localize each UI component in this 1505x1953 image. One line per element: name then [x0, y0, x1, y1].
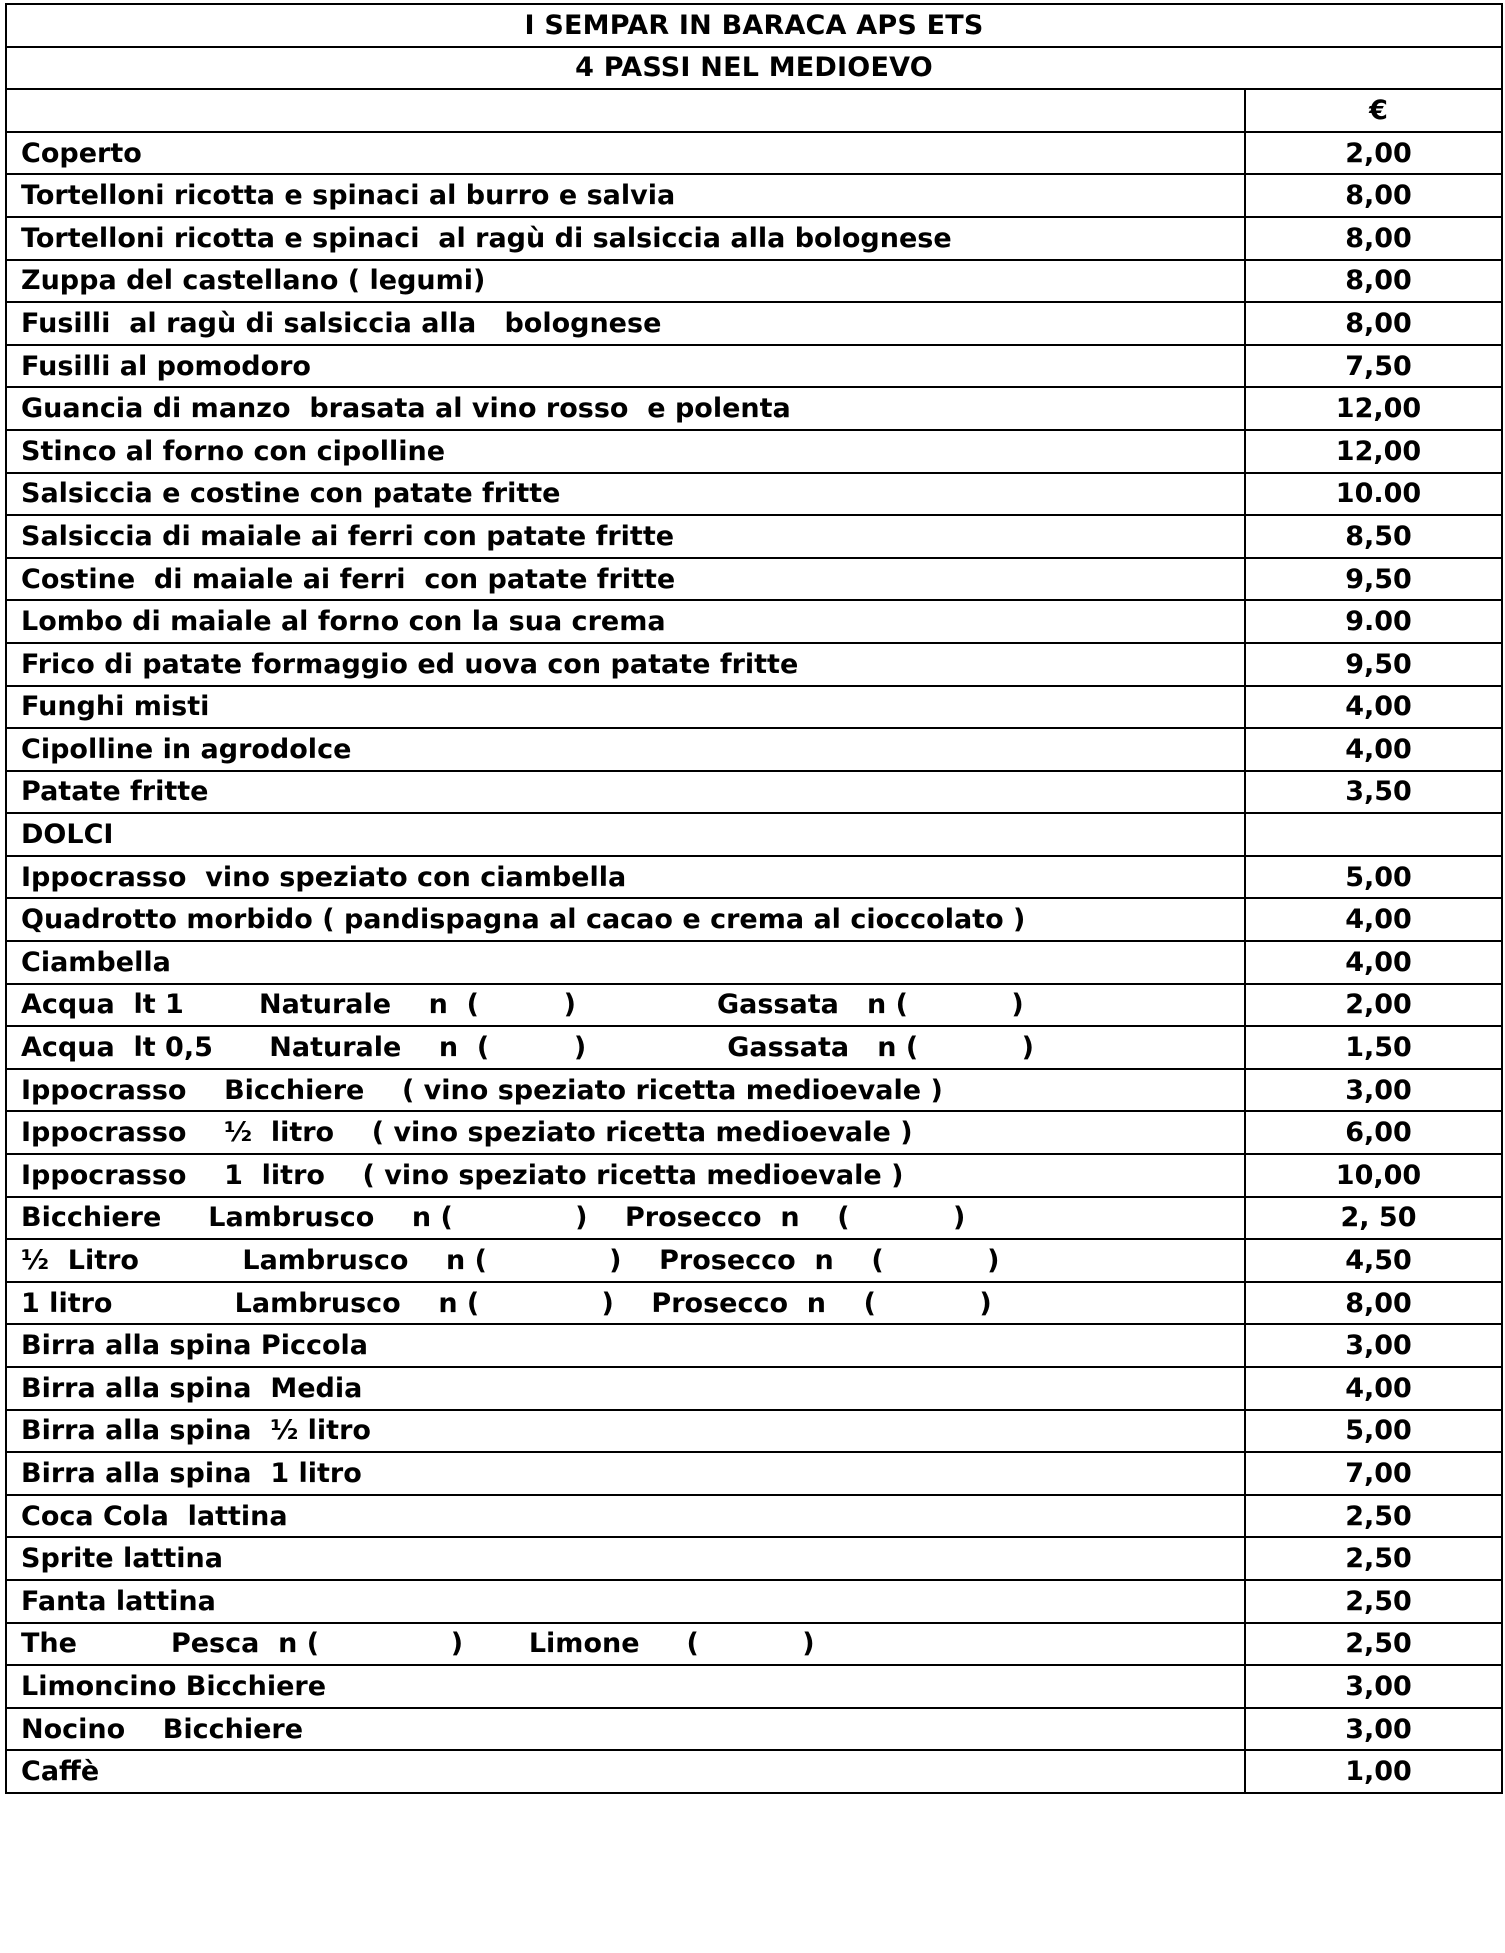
- menu-item-name: Quadrotto morbido ( pandispagna al cacao e crema al cioccolato ): [6, 898, 1245, 941]
- menu-row: [6, 1111, 1502, 1154]
- menu-item-name: Costine di maiale ai ferri con patate fritte: [6, 558, 1245, 601]
- menu-item-price: [1245, 813, 1502, 856]
- menu-item-price: 12,00: [1245, 430, 1502, 473]
- menu-item-name: Lombo di maiale al forno con la sua crema: [6, 600, 1245, 643]
- menu-item-name: Fusilli al ragù di salsiccia alla bolognese: [6, 302, 1245, 345]
- menu-item-name: Ippocrasso 1 litro ( vino speziato ricetta medioevale ): [6, 1154, 1245, 1197]
- title-row-1: [6, 4, 1502, 47]
- menu-row: [6, 941, 1502, 984]
- menu-row: [6, 1026, 1502, 1069]
- menu-item-name: Coca Cola lattina: [6, 1495, 1245, 1538]
- menu-item-price: 1,50: [1245, 1026, 1502, 1069]
- menu-item-name: 1 litro Lambrusco n ( ) Prosecco n ( ): [6, 1282, 1245, 1325]
- menu-row: [6, 898, 1502, 941]
- menu-item-name: Acqua lt 1 Naturale n ( ) Gassata n ( ): [6, 984, 1245, 1027]
- menu-row: [6, 643, 1502, 686]
- menu-row: [6, 1367, 1502, 1410]
- menu-item-name: Ciambella: [6, 941, 1245, 984]
- menu-item-price: 2,50: [1245, 1580, 1502, 1623]
- menu-item-price: 9,50: [1245, 558, 1502, 601]
- menu-item-name: Birra alla spina 1 litro: [6, 1452, 1245, 1495]
- menu-row: [6, 1154, 1502, 1197]
- menu-item-price: 8,50: [1245, 515, 1502, 558]
- menu-item-name: Caffè: [6, 1750, 1245, 1793]
- menu-row: [6, 813, 1502, 856]
- menu-item-price: 10,00: [1245, 1154, 1502, 1197]
- menu-row: [6, 1239, 1502, 1282]
- menu-item-name: Ippocrasso Bicchiere ( vino speziato ricetta medioevale ): [6, 1069, 1245, 1112]
- menu-item-price: 4,00: [1245, 728, 1502, 771]
- title-row-2: [6, 47, 1502, 90]
- menu-item-price: 5,00: [1245, 856, 1502, 899]
- menu-item-price: 12,00: [1245, 387, 1502, 430]
- menu-row: [6, 1580, 1502, 1623]
- menu-item-name: Stinco al forno con cipolline: [6, 430, 1245, 473]
- menu-row: [6, 600, 1502, 643]
- menu-item-price: 6,00: [1245, 1111, 1502, 1154]
- menu-item-name: Salsiccia di maiale ai ferri con patate fritte: [6, 515, 1245, 558]
- menu-item-name: Birra alla spina Media: [6, 1367, 1245, 1410]
- menu-item-price: 8,00: [1245, 217, 1502, 260]
- menu-item-name: Patate fritte: [6, 771, 1245, 814]
- menu-item-name: Coperto: [6, 132, 1245, 175]
- menu-item-name: Bicchiere Lambrusco n ( ) Prosecco n ( ): [6, 1197, 1245, 1240]
- menu-item-price: 5,00: [1245, 1410, 1502, 1453]
- menu-row: [6, 1495, 1502, 1538]
- blank-header-cell: [6, 89, 1245, 132]
- menu-row: [6, 1069, 1502, 1112]
- menu-row: [6, 473, 1502, 516]
- menu-item-name: Funghi misti: [6, 686, 1245, 729]
- menu-row: [6, 1282, 1502, 1325]
- menu-item-name: Fanta lattina: [6, 1580, 1245, 1623]
- menu-row: [6, 430, 1502, 473]
- menu-item-price: 4,00: [1245, 898, 1502, 941]
- menu-item-price: 2,00: [1245, 984, 1502, 1027]
- menu-row: [6, 387, 1502, 430]
- menu-item-price: 7,00: [1245, 1452, 1502, 1495]
- menu-item-price: 2,50: [1245, 1495, 1502, 1538]
- menu-item-name: Birra alla spina Piccola: [6, 1324, 1245, 1367]
- menu-item-price: 9,50: [1245, 643, 1502, 686]
- menu-row: [6, 302, 1502, 345]
- menu-item-price: 10.00: [1245, 473, 1502, 516]
- menu-item-name: The Pesca n ( ) Limone ( ): [6, 1623, 1245, 1666]
- menu-row: [6, 1197, 1502, 1240]
- menu-row: [6, 1708, 1502, 1751]
- currency-header: €: [1245, 89, 1502, 132]
- association-title: I SEMPAR IN BARACA APS ETS: [6, 4, 1502, 47]
- menu-item-price: 3,00: [1245, 1069, 1502, 1112]
- menu-item-name: DOLCI: [6, 813, 1245, 856]
- menu-item-price: 3,00: [1245, 1708, 1502, 1751]
- menu-item-name: Guancia di manzo brasata al vino rosso e polenta: [6, 387, 1245, 430]
- menu-item-price: 8,00: [1245, 174, 1502, 217]
- menu-item-price: 7,50: [1245, 345, 1502, 388]
- menu-row: [6, 686, 1502, 729]
- menu-item-price: 4,00: [1245, 1367, 1502, 1410]
- menu-item-name: Sprite lattina: [6, 1537, 1245, 1580]
- menu-item-price: 8,00: [1245, 302, 1502, 345]
- menu-row: [6, 515, 1502, 558]
- menu-item-price: 4,00: [1245, 941, 1502, 984]
- menu-row: [6, 345, 1502, 388]
- menu-item-price: 3,00: [1245, 1665, 1502, 1708]
- menu-item-price: 2, 50: [1245, 1197, 1502, 1240]
- menu-table: [5, 3, 1503, 1794]
- menu-item-price: 8,00: [1245, 260, 1502, 303]
- menu-item-price: 3,00: [1245, 1324, 1502, 1367]
- menu-item-name: Birra alla spina ½ litro: [6, 1410, 1245, 1453]
- menu-row: [6, 1623, 1502, 1666]
- menu-item-name: Limoncino Bicchiere: [6, 1665, 1245, 1708]
- menu-row: [6, 1324, 1502, 1367]
- menu-row: [6, 771, 1502, 814]
- menu-row: [6, 132, 1502, 175]
- menu-item-price: 9.00: [1245, 600, 1502, 643]
- menu-row: [6, 558, 1502, 601]
- menu-row: [6, 1410, 1502, 1453]
- menu-item-name: Tortelloni ricotta e spinaci al ragù di salsiccia alla bolognese: [6, 217, 1245, 260]
- menu-item-name: ½ Litro Lambrusco n ( ) Prosecco n ( ): [6, 1239, 1245, 1282]
- menu-item-name: Frico di patate formaggio ed uova con patate fritte: [6, 643, 1245, 686]
- menu-item-name: Tortelloni ricotta e spinaci al burro e salvia: [6, 174, 1245, 217]
- menu-item-name: Cipolline in agrodolce: [6, 728, 1245, 771]
- menu-item-price: 2,50: [1245, 1623, 1502, 1666]
- event-title: 4 PASSI NEL MEDIOEVO: [6, 47, 1502, 90]
- menu-item-name: Ippocrasso vino speziato con ciambella: [6, 856, 1245, 899]
- menu-row: [6, 984, 1502, 1027]
- menu-item-price: 2,00: [1245, 132, 1502, 175]
- menu-row: [6, 1537, 1502, 1580]
- menu-row: [6, 260, 1502, 303]
- menu-item-price: 4,50: [1245, 1239, 1502, 1282]
- menu-row: [6, 1452, 1502, 1495]
- menu-row: [6, 1665, 1502, 1708]
- menu-row: [6, 217, 1502, 260]
- menu-item-price: 8,00: [1245, 1282, 1502, 1325]
- menu-row: [6, 1750, 1502, 1793]
- menu-item-name: Salsiccia e costine con patate fritte: [6, 473, 1245, 516]
- menu-item-name: Fusilli al pomodoro: [6, 345, 1245, 388]
- menu-item-price: 4,00: [1245, 686, 1502, 729]
- menu-row: [6, 174, 1502, 217]
- menu-row: [6, 856, 1502, 899]
- menu-item-name: Zuppa del castellano ( legumi): [6, 260, 1245, 303]
- menu-item-name: Acqua lt 0,5 Naturale n ( ) Gassata n ( ): [6, 1026, 1245, 1069]
- menu-item-price: 1,00: [1245, 1750, 1502, 1793]
- menu-item-price: 2,50: [1245, 1537, 1502, 1580]
- menu-item-name: Nocino Bicchiere: [6, 1708, 1245, 1751]
- currency-header-row: [6, 89, 1502, 132]
- menu-row: [6, 728, 1502, 771]
- menu-item-price: 3,50: [1245, 771, 1502, 814]
- menu-item-name: Ippocrasso ½ litro ( vino speziato ricetta medioevale ): [6, 1111, 1245, 1154]
